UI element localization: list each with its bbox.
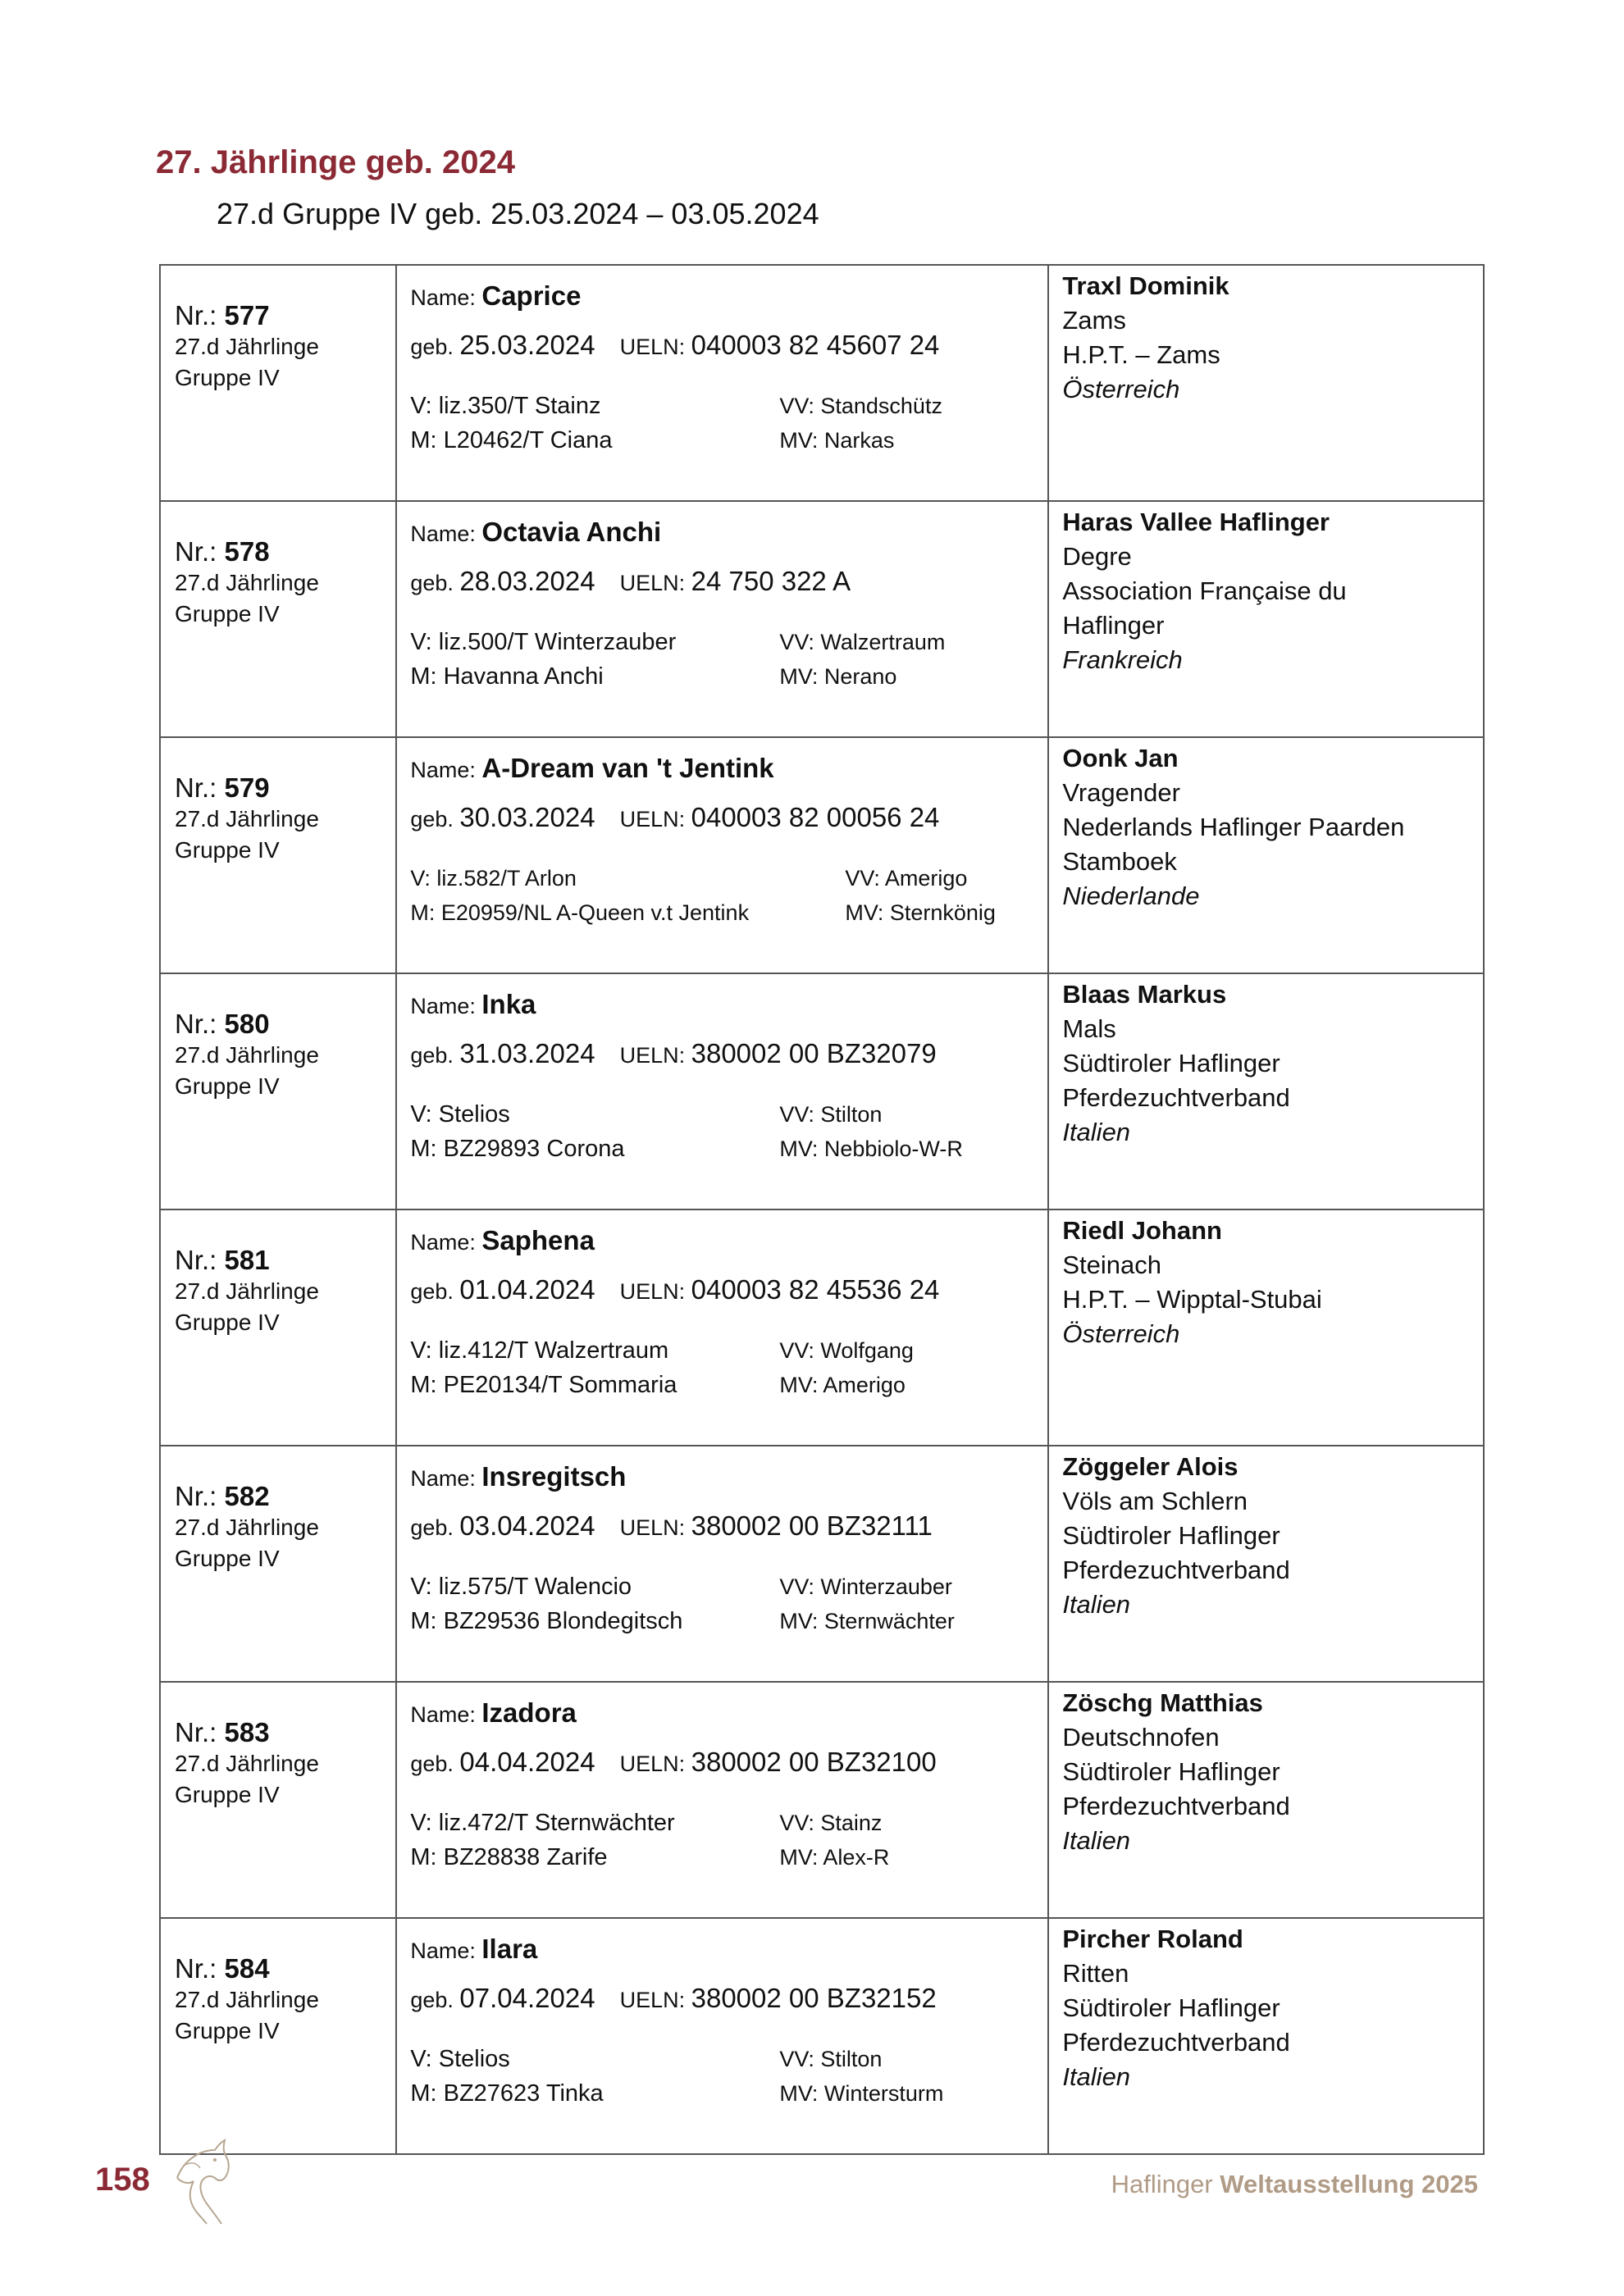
- ueln-label: UELN:: [619, 1988, 691, 2012]
- pedigree-row-sire: [410, 1097, 1047, 1132]
- owner-location: Mals: [1062, 1014, 1116, 1043]
- pedigree-row-dam: [410, 1132, 1047, 1166]
- nr-value: 583: [224, 1717, 270, 1747]
- catalog-number-cell: [160, 501, 396, 737]
- birth-line: [410, 1036, 1047, 1071]
- horse-details-cell: [396, 1918, 1048, 2154]
- pedigree: [410, 1569, 1047, 1638]
- horse-name-line: [410, 751, 1047, 786]
- catalog-number-cell: [160, 973, 396, 1210]
- ueln-value: 040003 82 00056 24: [691, 802, 940, 832]
- pedigree-row-sire: [410, 2042, 1047, 2076]
- nr-label: Nr.:: [175, 772, 225, 803]
- owner-name: Oonk Jan: [1062, 744, 1179, 772]
- sire: V: Stelios: [410, 1101, 510, 1128]
- owner-location: Steinach: [1062, 1250, 1161, 1279]
- name-label: Name:: [410, 1702, 482, 1727]
- breeding-association: Südtiroler Haflinger: [1062, 1993, 1280, 2022]
- footer-brand: [1111, 2170, 1478, 2199]
- table-row: [160, 737, 1484, 973]
- dam: M: BZ29536 Blondegitsch: [410, 1608, 683, 1634]
- pedigree: [410, 625, 1047, 694]
- horse-name-line: [410, 1696, 1047, 1730]
- group-label: Gruppe IV: [175, 1782, 280, 1807]
- catalog-number-cell: [160, 1918, 396, 2154]
- nr-value: 581: [224, 1245, 270, 1275]
- sire-of-dam: MV: Narkas: [779, 428, 895, 453]
- nr-value: 580: [224, 1009, 270, 1039]
- dam: M: BZ29893 Corona: [410, 1136, 625, 1162]
- page-number: 158: [95, 2162, 150, 2198]
- group-label: Gruppe IV: [175, 365, 280, 390]
- breeding-association: Association Française du: [1062, 576, 1347, 605]
- birth-line: [410, 800, 1047, 835]
- sire-of-dam: MV: Wintersturm: [779, 2081, 944, 2106]
- nr-label: Nr.:: [175, 1245, 225, 1275]
- group-label: Gruppe IV: [175, 1073, 280, 1099]
- pedigree-row-dam: [410, 1604, 1047, 1638]
- footer-brand-haflinger: Haflinger: [1111, 2170, 1220, 2198]
- horse-name: Octavia Anchi: [481, 517, 662, 547]
- breeding-association-cont: Pferdezuchtverband: [1062, 1792, 1290, 1820]
- owner-country: Niederlande: [1062, 882, 1200, 910]
- birth-date: 30.03.2024: [459, 802, 595, 832]
- birth-line: [410, 1509, 1047, 1543]
- owner-name: Blaas Markus: [1062, 980, 1227, 1009]
- pedigree: [410, 1806, 1047, 1875]
- horse-name-line: [410, 1460, 1047, 1494]
- dam: M: BZ27623 Tinka: [410, 2080, 604, 2107]
- owner-name: Riedl Johann: [1062, 1216, 1222, 1245]
- sire-of-dam: MV: Alex-R: [779, 1845, 890, 1870]
- horse-name: Caprice: [481, 280, 582, 311]
- pedigree-row-sire: [410, 861, 1047, 895]
- class-label: 27.d Jährlinge: [175, 1515, 319, 1540]
- ueln-value: 380002 00 BZ32079: [691, 1038, 937, 1068]
- sire: V: Stelios: [410, 2046, 510, 2072]
- table-row: [160, 1210, 1484, 1446]
- birth-date: 01.04.2024: [459, 1274, 595, 1305]
- owner-cell: [1048, 737, 1484, 973]
- catalog-number: [175, 1481, 395, 1512]
- pedigree-row-dam: [410, 895, 1047, 930]
- name-label: Name:: [410, 1466, 482, 1491]
- owner-location: Degre: [1062, 542, 1132, 571]
- dam: M: L20462/T Ciana: [410, 427, 613, 453]
- sire-of-sire: VV: Stilton: [779, 1102, 883, 1127]
- birth-label: geb.: [410, 335, 460, 359]
- name-label: Name:: [410, 1938, 482, 1963]
- table-row: [160, 265, 1484, 501]
- class-label: 27.d Jährlinge: [175, 1987, 319, 2012]
- pedigree-row-sire: [410, 625, 1047, 659]
- breeding-association-cont: Stamboek: [1062, 847, 1177, 876]
- breeding-association-cont: Pferdezuchtverband: [1062, 2028, 1290, 2057]
- owner-country: Italien: [1062, 1118, 1131, 1146]
- catalog-number-cell: [160, 1210, 396, 1446]
- birth-label: geb.: [410, 571, 460, 595]
- owner-name: Zöggeler Alois: [1062, 1452, 1239, 1481]
- owner-country: Frankreich: [1062, 645, 1183, 674]
- sire-of-dam: MV: Nerano: [779, 664, 897, 689]
- catalog-number: [175, 772, 395, 804]
- nr-label: Nr.:: [175, 1481, 225, 1511]
- ueln-label: UELN:: [619, 1515, 691, 1540]
- birth-date: 03.04.2024: [459, 1510, 595, 1541]
- birth-label: geb.: [410, 1515, 460, 1540]
- pedigree: [410, 1097, 1047, 1166]
- name-label: Name:: [410, 522, 482, 546]
- sire-of-dam: MV: Sternkönig: [845, 900, 996, 925]
- pedigree-row-sire: [410, 1806, 1047, 1840]
- sire: V: liz.412/T Walzertraum: [410, 1337, 669, 1364]
- nr-value: 584: [224, 1953, 270, 1984]
- sire-of-sire: VV: Stilton: [779, 2047, 883, 2071]
- owner-cell: [1048, 1682, 1484, 1918]
- dam: M: BZ28838 Zarife: [410, 1844, 608, 1870]
- horse-name: Ilara: [481, 1934, 538, 1964]
- table-row: [160, 501, 1484, 737]
- birth-date: 04.04.2024: [459, 1747, 595, 1777]
- horse-name-line: [410, 515, 1047, 549]
- sire-of-sire: VV: Winterzauber: [779, 1574, 952, 1599]
- birth-date: 28.03.2024: [459, 566, 595, 596]
- breeding-association: Südtiroler Haflinger: [1062, 1521, 1280, 1550]
- sire-of-dam: MV: Nebbiolo-W-R: [779, 1137, 963, 1161]
- sire: V: liz.472/T Sternwächter: [410, 1810, 675, 1836]
- pedigree: [410, 389, 1047, 458]
- sire-of-dam: MV: Amerigo: [779, 1373, 906, 1397]
- owner-country: Italien: [1062, 1826, 1131, 1855]
- horse-details-cell: [396, 1682, 1048, 1918]
- sire-of-sire: VV: Stainz: [779, 1811, 883, 1835]
- horse-name-line: [410, 1932, 1047, 1966]
- entries-table: [159, 264, 1485, 2155]
- sire: V: liz.500/T Winterzauber: [410, 629, 677, 655]
- horse-name: Insregitsch: [481, 1461, 627, 1492]
- name-label: Name:: [410, 1230, 482, 1255]
- section-title: 27. Jährlinge geb. 2024: [156, 144, 515, 180]
- birth-date: 25.03.2024: [459, 330, 595, 360]
- breeding-association: Südtiroler Haflinger: [1062, 1049, 1280, 1077]
- birth-line: [410, 328, 1047, 362]
- ueln-label: UELN:: [619, 1752, 691, 1776]
- sire: V: liz.350/T Stainz: [410, 393, 601, 419]
- catalog-number: [175, 300, 395, 331]
- pedigree: [410, 1333, 1047, 1402]
- class-label: 27.d Jährlinge: [175, 1278, 319, 1304]
- name-label: Name:: [410, 758, 482, 782]
- horse-name-line: [410, 987, 1047, 1022]
- birth-date: 07.04.2024: [459, 1983, 595, 2013]
- name-label: Name:: [410, 285, 482, 310]
- class-label: 27.d Jährlinge: [175, 1751, 319, 1776]
- nr-value: 578: [224, 536, 270, 567]
- owner-location: Völs am Schlern: [1062, 1487, 1248, 1515]
- table-row: [160, 973, 1484, 1210]
- ueln-label: UELN:: [619, 807, 691, 831]
- catalog-number: [175, 1953, 395, 1984]
- birth-line: [410, 1981, 1047, 2016]
- owner-location: Ritten: [1062, 1959, 1129, 1988]
- pedigree-row-sire: [410, 1569, 1047, 1604]
- birth-date: 31.03.2024: [459, 1038, 595, 1068]
- class-label: 27.d Jährlinge: [175, 570, 319, 595]
- owner-name: Pircher Roland: [1062, 1925, 1243, 1953]
- breeding-association: H.P.T. – Wipptal-Stubai: [1062, 1285, 1322, 1314]
- horse-name-line: [410, 1223, 1047, 1258]
- owner-cell: [1048, 973, 1484, 1210]
- owner-location: Deutschnofen: [1062, 1723, 1220, 1752]
- pedigree-row-dam: [410, 1368, 1047, 1402]
- horse-details-cell: [396, 973, 1048, 1210]
- class-label: 27.d Jährlinge: [175, 1042, 319, 1068]
- owner-cell: [1048, 501, 1484, 737]
- class-label: 27.d Jährlinge: [175, 334, 319, 359]
- dam: M: E20959/NL A-Queen v.t Jentink: [410, 900, 750, 925]
- pedigree: [410, 2042, 1047, 2111]
- owner-location: Zams: [1062, 306, 1126, 335]
- ueln-label: UELN:: [619, 1043, 691, 1068]
- group-label: Gruppe IV: [175, 1310, 280, 1335]
- name-label: Name:: [410, 994, 482, 1018]
- horse-name-line: [410, 279, 1047, 313]
- horse-name: Saphena: [481, 1225, 595, 1255]
- catalog-number-cell: [160, 1682, 396, 1918]
- horse-name: Izadora: [481, 1697, 577, 1728]
- sire-of-dam: MV: Sternwächter: [779, 1609, 955, 1633]
- horse-details-cell: [396, 501, 1048, 737]
- pedigree-row-dam: [410, 423, 1047, 458]
- pedigree: [410, 861, 1047, 930]
- class-label: 27.d Jährlinge: [175, 806, 319, 831]
- nr-label: Nr.:: [175, 300, 225, 330]
- owner-cell: [1048, 1210, 1484, 1446]
- owner-cell: [1048, 1918, 1484, 2154]
- nr-label: Nr.:: [175, 1953, 225, 1984]
- horse-name: Inka: [481, 989, 536, 1019]
- horse-details-cell: [396, 1446, 1048, 1682]
- breeding-association: H.P.T. – Zams: [1062, 340, 1220, 369]
- table-row: [160, 1918, 1484, 2154]
- group-label: Gruppe IV: [175, 1546, 280, 1571]
- ueln-value: 24 750 322 A: [691, 566, 851, 596]
- ueln-value: 380002 00 BZ32111: [691, 1510, 933, 1541]
- group-label: Gruppe IV: [175, 837, 280, 863]
- nr-label: Nr.:: [175, 1717, 225, 1747]
- catalog-number: [175, 1717, 395, 1748]
- owner-name: Traxl Dominik: [1062, 271, 1229, 300]
- catalog-number: [175, 1009, 395, 1040]
- nr-value: 579: [224, 772, 270, 803]
- owner-country: Italien: [1062, 1590, 1131, 1619]
- pedigree-row-dam: [410, 1840, 1047, 1875]
- breeding-association: Südtiroler Haflinger: [1062, 1757, 1280, 1786]
- birth-label: geb.: [410, 1043, 460, 1068]
- birth-label: geb.: [410, 1988, 460, 2012]
- breeding-association-cont: Pferdezuchtverband: [1062, 1083, 1290, 1112]
- ueln-label: UELN:: [619, 335, 691, 359]
- owner-country: Österreich: [1062, 1319, 1180, 1348]
- catalog-number: [175, 1245, 395, 1276]
- sire-of-sire: VV: Wolfgang: [779, 1338, 914, 1363]
- horse-details-cell: [396, 265, 1048, 501]
- catalog-number-cell: [160, 1446, 396, 1682]
- footer-brand-event: Weltausstellung 2025: [1220, 2170, 1478, 2198]
- catalog-number-cell: [160, 265, 396, 501]
- pedigree-row-dam: [410, 2076, 1047, 2111]
- horse-name: A-Dream van 't Jentink: [481, 753, 774, 783]
- sire-of-sire: VV: Amerigo: [845, 866, 968, 891]
- owner-name: Haras Vallee Haflinger: [1062, 508, 1330, 536]
- breeding-association: Nederlands Haflinger Paarden: [1062, 813, 1405, 841]
- owner-location: Vragender: [1062, 778, 1180, 807]
- sire: V: liz.575/T Walencio: [410, 1574, 632, 1600]
- owner-name: Zöschg Matthias: [1062, 1688, 1263, 1717]
- section-subtitle: 27.d Gruppe IV geb. 25.03.2024 – 03.05.2024: [217, 197, 819, 230]
- birth-line: [410, 1745, 1047, 1779]
- nr-value: 582: [224, 1481, 270, 1511]
- table-row: [160, 1446, 1484, 1682]
- ueln-label: UELN:: [619, 571, 691, 595]
- group-label: Gruppe IV: [175, 2018, 280, 2043]
- owner-cell: [1048, 265, 1484, 501]
- sire: V: liz.582/T Arlon: [410, 866, 577, 891]
- owner-country: Österreich: [1062, 375, 1180, 403]
- birth-label: geb.: [410, 1752, 460, 1776]
- pedigree-row-dam: [410, 659, 1047, 694]
- ueln-value: 040003 82 45536 24: [691, 1274, 940, 1305]
- breeding-association-cont: Pferdezuchtverband: [1062, 1556, 1290, 1584]
- ueln-value: 380002 00 BZ32100: [691, 1747, 937, 1777]
- sire-of-sire: VV: Walzertraum: [779, 630, 946, 654]
- dam: M: Havanna Anchi: [410, 663, 604, 690]
- birth-line: [410, 1273, 1047, 1307]
- horse-details-cell: [396, 737, 1048, 973]
- pedigree-row-sire: [410, 1333, 1047, 1368]
- birth-label: geb.: [410, 1279, 460, 1304]
- owner-cell: [1048, 1446, 1484, 1682]
- ueln-value: 380002 00 BZ32152: [691, 1983, 937, 2013]
- dam: M: PE20134/T Sommaria: [410, 1372, 677, 1398]
- breeding-association-cont: Haflinger: [1062, 611, 1165, 640]
- nr-label: Nr.:: [175, 1009, 225, 1039]
- horse-head-logo-icon: [161, 2135, 235, 2225]
- group-label: Gruppe IV: [175, 601, 280, 626]
- birth-label: geb.: [410, 807, 460, 831]
- nr-value: 577: [224, 300, 270, 330]
- ueln-value: 040003 82 45607 24: [691, 330, 940, 360]
- pedigree-row-sire: [410, 389, 1047, 423]
- horse-details-cell: [396, 1210, 1048, 1446]
- catalog-number: [175, 536, 395, 567]
- table-row: [160, 1682, 1484, 1918]
- catalog-number-cell: [160, 737, 396, 973]
- nr-label: Nr.:: [175, 536, 225, 567]
- ueln-label: UELN:: [619, 1279, 691, 1304]
- birth-line: [410, 564, 1047, 599]
- owner-country: Italien: [1062, 2062, 1131, 2091]
- sire-of-sire: VV: Standschütz: [779, 394, 942, 418]
